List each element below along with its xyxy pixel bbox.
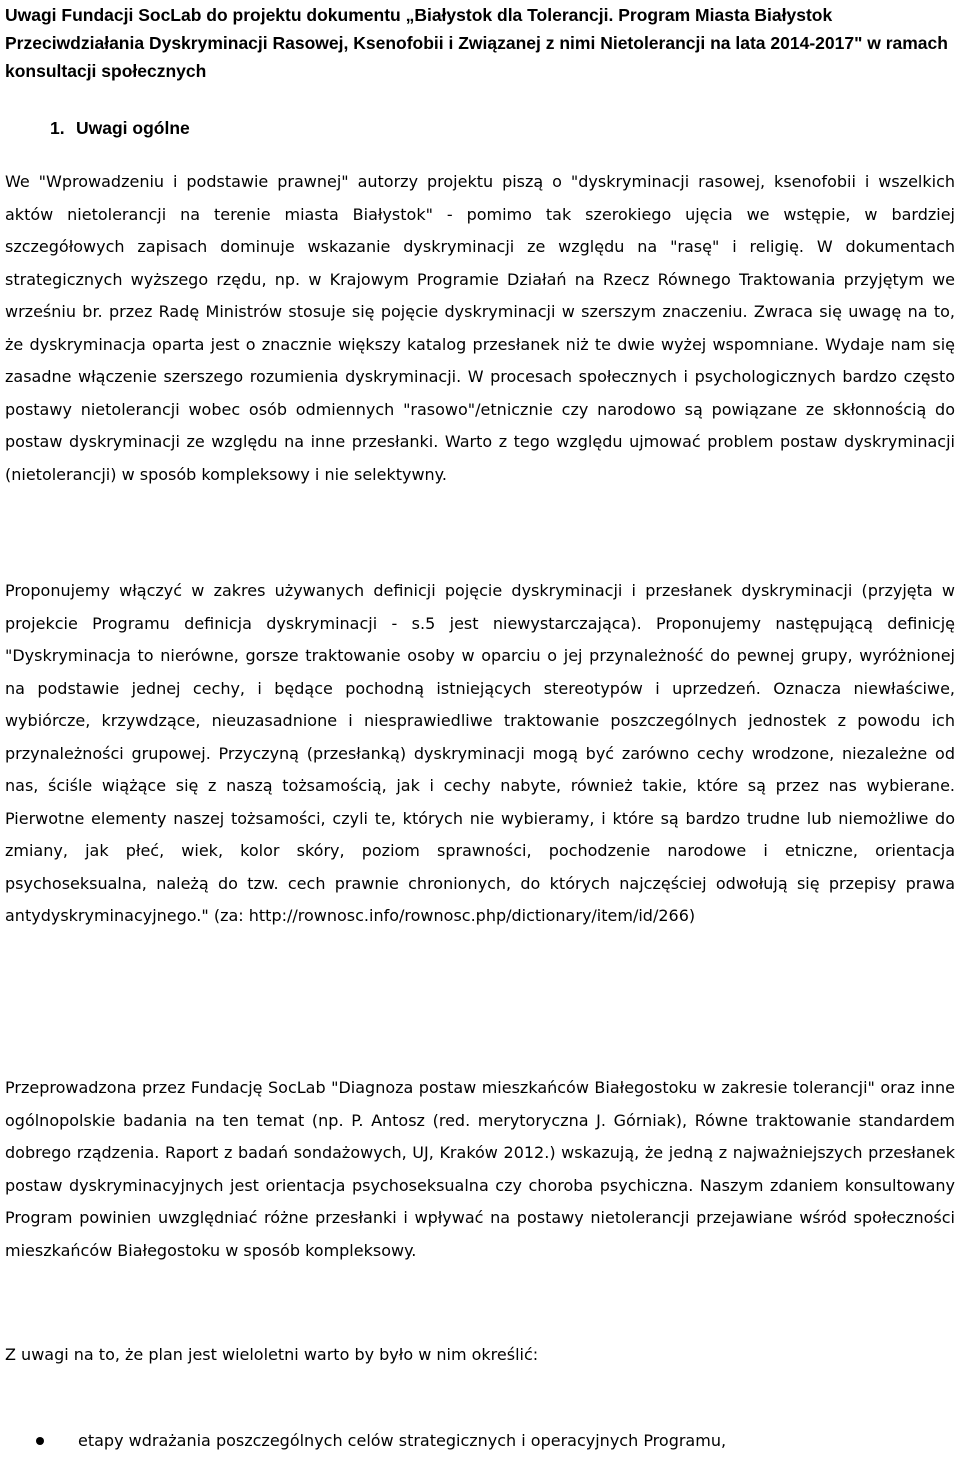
paragraph-definition-proposal: Proponujemy włączyć w zakres używanych definicji pojęcie dyskryminacji i przesłanek dyskryminacji (przyjęta w projekcie Programu definicja dyskryminacji - s.5 jest niewystarczająca). Proponujemy następującą definicję "Dyskryminacja to nierówne, gorsze traktowanie osoby w oparciu o jej przynależność do pewnej grupy, wyróżnionej na podstawie jednej cechy, i będące pochodną istniejących stereotypów i uprzedzeń. Oznacza niewłaściwe, wybiórcze, krzywdzące, nieuzasadnione i niesprawiedliwe traktowanie poszczególnych jednostek z powodu ich przynależności grupowej. Przyczyną (przesłanką) dyskryminacji mogą być zarówno cechy wrodzone, niezależne od nas, ściśle wiążące się z naszą tożsamością, jak i cechy nabyte, również takie, które są przez nas wybierane. Pierwotne elementy naszej tożsamości, czyli te, których nie wybieramy, i które są bardzo trudne lub niemożliwe do zmiany, jak płeć, wiek, kolor skóry, poziom sprawności, pochodzenie narodowe i etniczne, orientacja psychoseksualna, należą do tzw. cech prawnie chronionych, do których najczęściej odwołują się przepisy prawa antydyskryminacyjnego." (za: http://rownosc.info/rownosc.php/dictionary/item/id/266) (5, 581, 955, 925)
bullet-icon (36, 1437, 44, 1445)
bullet-list (5, 1425, 955, 1457)
paragraph-research-findings: Przeprowadzona przez Fundację SocLab "Diagnoza postaw mieszkańców Białegostoku w zakresie tolerancji" oraz inne ogólnopolskie badania na ten temat (np. P. Antosz (red. merytoryczna J. Górniak), Równe traktowanie standardem dobrego rządzenia. Raport z badań sondażowych, UJ, Kraków 2012.) wskazują, że jedną z najważniejszych przesłanek postaw dyskryminacyjnych jest orientacja psychoseksualna czy choroba psychiczna. Naszym zdaniem konsultowany Program powinien uwzględniać różne przesłanki i wpływać na postawy nietolerancji przejawiane wśród społeczności mieszkańców Białegostoku w sposób kompleksowy. (5, 1078, 955, 1260)
section-heading (50, 114, 190, 142)
document-title: Uwagi Fundacji SocLab do projektu dokumentu „Białystok dla Tolerancji. Program Miasta Białystok Przeciwdziałania Dyskryminacji Rasowej, Ksenofobii i Związanej z nimi Nietolerancji na lata 2014-2017" w ramach konsultacji społecznych (5, 5, 948, 81)
document-page (5, 0, 955, 1450)
paragraph-plan-intro: Z uwagi na to, że plan jest wieloletni warto by było w nim określić: (5, 1345, 539, 1364)
section-number: 1. (50, 118, 65, 138)
section-title: Uwagi ogólne (76, 118, 190, 138)
paragraph-general-remarks: We "Wprowadzeniu i podstawie prawnej" autorzy projektu piszą o "dyskryminacji rasowej, ksenofobii i wszelkich aktów nietolerancji na terenie miasta Białystok" - pomimo tak szerokiego ujęcia we wstępie, w bardziej szczegółowych zapisach dominuje wskazanie dyskryminacji ze względu na "rasę" i religię. W dokumentach strategicznych wyższego rzędu, np. w Krajowym Programie Działań na Rzecz Równego Traktowania przyjętym we wrześniu br. przez Radę Ministrów stosuje się pojęcie dyskryminacji w szerszym znaczeniu. Zwraca się uwagę na to, że dyskryminacja oparta jest o znacznie większy katalog przesłanek niż te dwie wyżej wspomniane. Wydaje nam się zasadne włączenie szerszego rozumienia dyskryminacji. W procesach społecznych i psychologicznych bardzo często postawy nietolerancji wobec osób odmiennych "rasowo"/etnicznie czy narodowo są powiązane ze skłonnością do postaw dyskryminacji ze względu na inne przesłanki. Warto z tego względu ujmować problem postaw dyskryminacji (nietolerancji) w sposób kompleksowy i nie selektywny. (5, 172, 955, 484)
bullet-list-item (5, 1425, 955, 1457)
bullet-text: etapy wdrażania poszczególnych celów strategicznych i operacyjnych Programu, (78, 1431, 727, 1450)
